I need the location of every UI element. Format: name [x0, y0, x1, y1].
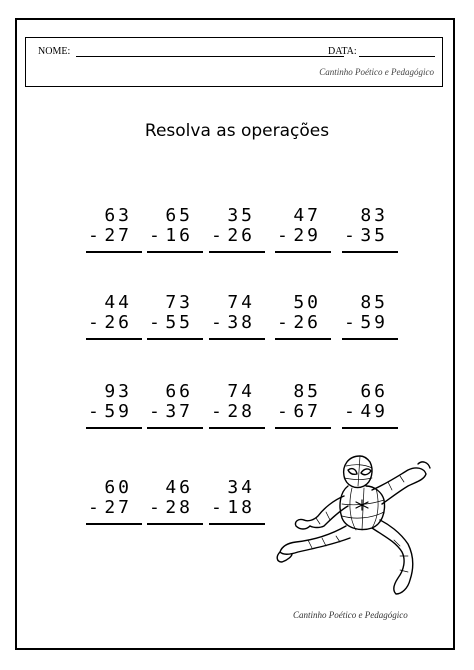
answer-line[interactable] — [147, 427, 203, 429]
date-field[interactable] — [359, 56, 435, 57]
minuend: 60 — [104, 477, 132, 498]
minuend: 85 — [360, 292, 388, 313]
subtrahend: 59 — [104, 401, 132, 422]
answer-line[interactable] — [342, 338, 398, 340]
minus-sign: - — [211, 401, 222, 422]
minus-sign: - — [211, 497, 222, 518]
minuend: 73 — [165, 292, 193, 313]
subtraction-problem — [273, 205, 333, 265]
minuend: 47 — [293, 205, 321, 226]
header-credit: Cantinho Poético e Pedagógico — [319, 67, 434, 77]
subtraction-problem — [145, 292, 205, 352]
minuend: 44 — [104, 292, 132, 313]
minuend: 93 — [104, 381, 132, 402]
minuend: 46 — [165, 477, 193, 498]
minus-sign: - — [277, 225, 288, 246]
page-title: Resolva as operações — [144, 121, 330, 141]
minuend: 85 — [293, 381, 321, 402]
minus-sign: - — [211, 312, 222, 333]
name-field[interactable] — [76, 56, 344, 57]
subtrahend: 26 — [104, 312, 132, 333]
minus-sign: - — [344, 312, 355, 333]
minus-sign: - — [149, 401, 160, 422]
subtraction-problem — [145, 205, 205, 265]
minus-sign: - — [88, 312, 99, 333]
subtraction-problem — [340, 381, 400, 441]
answer-line[interactable] — [209, 523, 265, 525]
answer-line[interactable] — [209, 251, 265, 253]
subtraction-problem — [84, 477, 144, 537]
answer-line[interactable] — [209, 338, 265, 340]
subtraction-problem — [340, 292, 400, 352]
answer-line[interactable] — [209, 427, 265, 429]
subtrahend: 38 — [227, 312, 255, 333]
minus-sign: - — [149, 312, 160, 333]
minus-sign: - — [344, 401, 355, 422]
minus-sign: - — [88, 225, 99, 246]
subtrahend: 59 — [360, 312, 388, 333]
minus-sign: - — [149, 225, 160, 246]
minuend: 50 — [293, 292, 321, 313]
subtraction-problem — [84, 292, 144, 352]
subtraction-problem — [340, 205, 400, 265]
minus-sign: - — [277, 401, 288, 422]
subtrahend: 26 — [227, 225, 255, 246]
answer-line[interactable] — [147, 523, 203, 525]
subtraction-problem — [273, 381, 333, 441]
answer-line[interactable] — [275, 338, 331, 340]
answer-line[interactable] — [147, 251, 203, 253]
minus-sign: - — [88, 497, 99, 518]
answer-line[interactable] — [86, 338, 142, 340]
minuend: 65 — [165, 205, 193, 226]
subtrahend: 29 — [293, 225, 321, 246]
spider-hero-illustration — [268, 448, 438, 598]
minuend: 66 — [165, 381, 193, 402]
minus-sign: - — [211, 225, 222, 246]
answer-line[interactable] — [275, 251, 331, 253]
subtrahend: 28 — [165, 497, 193, 518]
subtrahend: 35 — [360, 225, 388, 246]
minus-sign: - — [88, 401, 99, 422]
subtrahend: 26 — [293, 312, 321, 333]
subtrahend: 18 — [227, 497, 255, 518]
minuend: 35 — [227, 205, 255, 226]
subtrahend: 27 — [104, 497, 132, 518]
minuend: 74 — [227, 381, 255, 402]
subtraction-problem — [84, 381, 144, 441]
minus-sign: - — [277, 312, 288, 333]
subtrahend: 37 — [165, 401, 193, 422]
name-label: NOME: — [38, 46, 71, 57]
subtrahend: 67 — [293, 401, 321, 422]
subtraction-problem — [145, 477, 205, 537]
minuend: 66 — [360, 381, 388, 402]
minus-sign: - — [344, 225, 355, 246]
subtrahend: 16 — [165, 225, 193, 246]
subtrahend: 49 — [360, 401, 388, 422]
answer-line[interactable] — [342, 427, 398, 429]
subtrahend: 55 — [165, 312, 193, 333]
footer-credit: Cantinho Poético e Pedagógico — [293, 610, 408, 620]
subtraction-problem — [207, 381, 267, 441]
subtraction-problem — [207, 205, 267, 265]
subtraction-problem — [273, 292, 333, 352]
header-box — [25, 37, 443, 87]
subtraction-problem — [207, 477, 267, 537]
minus-sign: - — [149, 497, 160, 518]
answer-line[interactable] — [86, 251, 142, 253]
minuend: 74 — [227, 292, 255, 313]
minuend: 63 — [104, 205, 132, 226]
answer-line[interactable] — [275, 427, 331, 429]
subtrahend: 28 — [227, 401, 255, 422]
answer-line[interactable] — [342, 251, 398, 253]
subtraction-problem — [207, 292, 267, 352]
subtrahend: 27 — [104, 225, 132, 246]
minuend: 83 — [360, 205, 388, 226]
answer-line[interactable] — [147, 338, 203, 340]
answer-line[interactable] — [86, 427, 142, 429]
date-label: DATA: — [328, 46, 357, 57]
minuend: 34 — [227, 477, 255, 498]
answer-line[interactable] — [86, 523, 142, 525]
subtraction-problem — [145, 381, 205, 441]
subtraction-problem — [84, 205, 144, 265]
